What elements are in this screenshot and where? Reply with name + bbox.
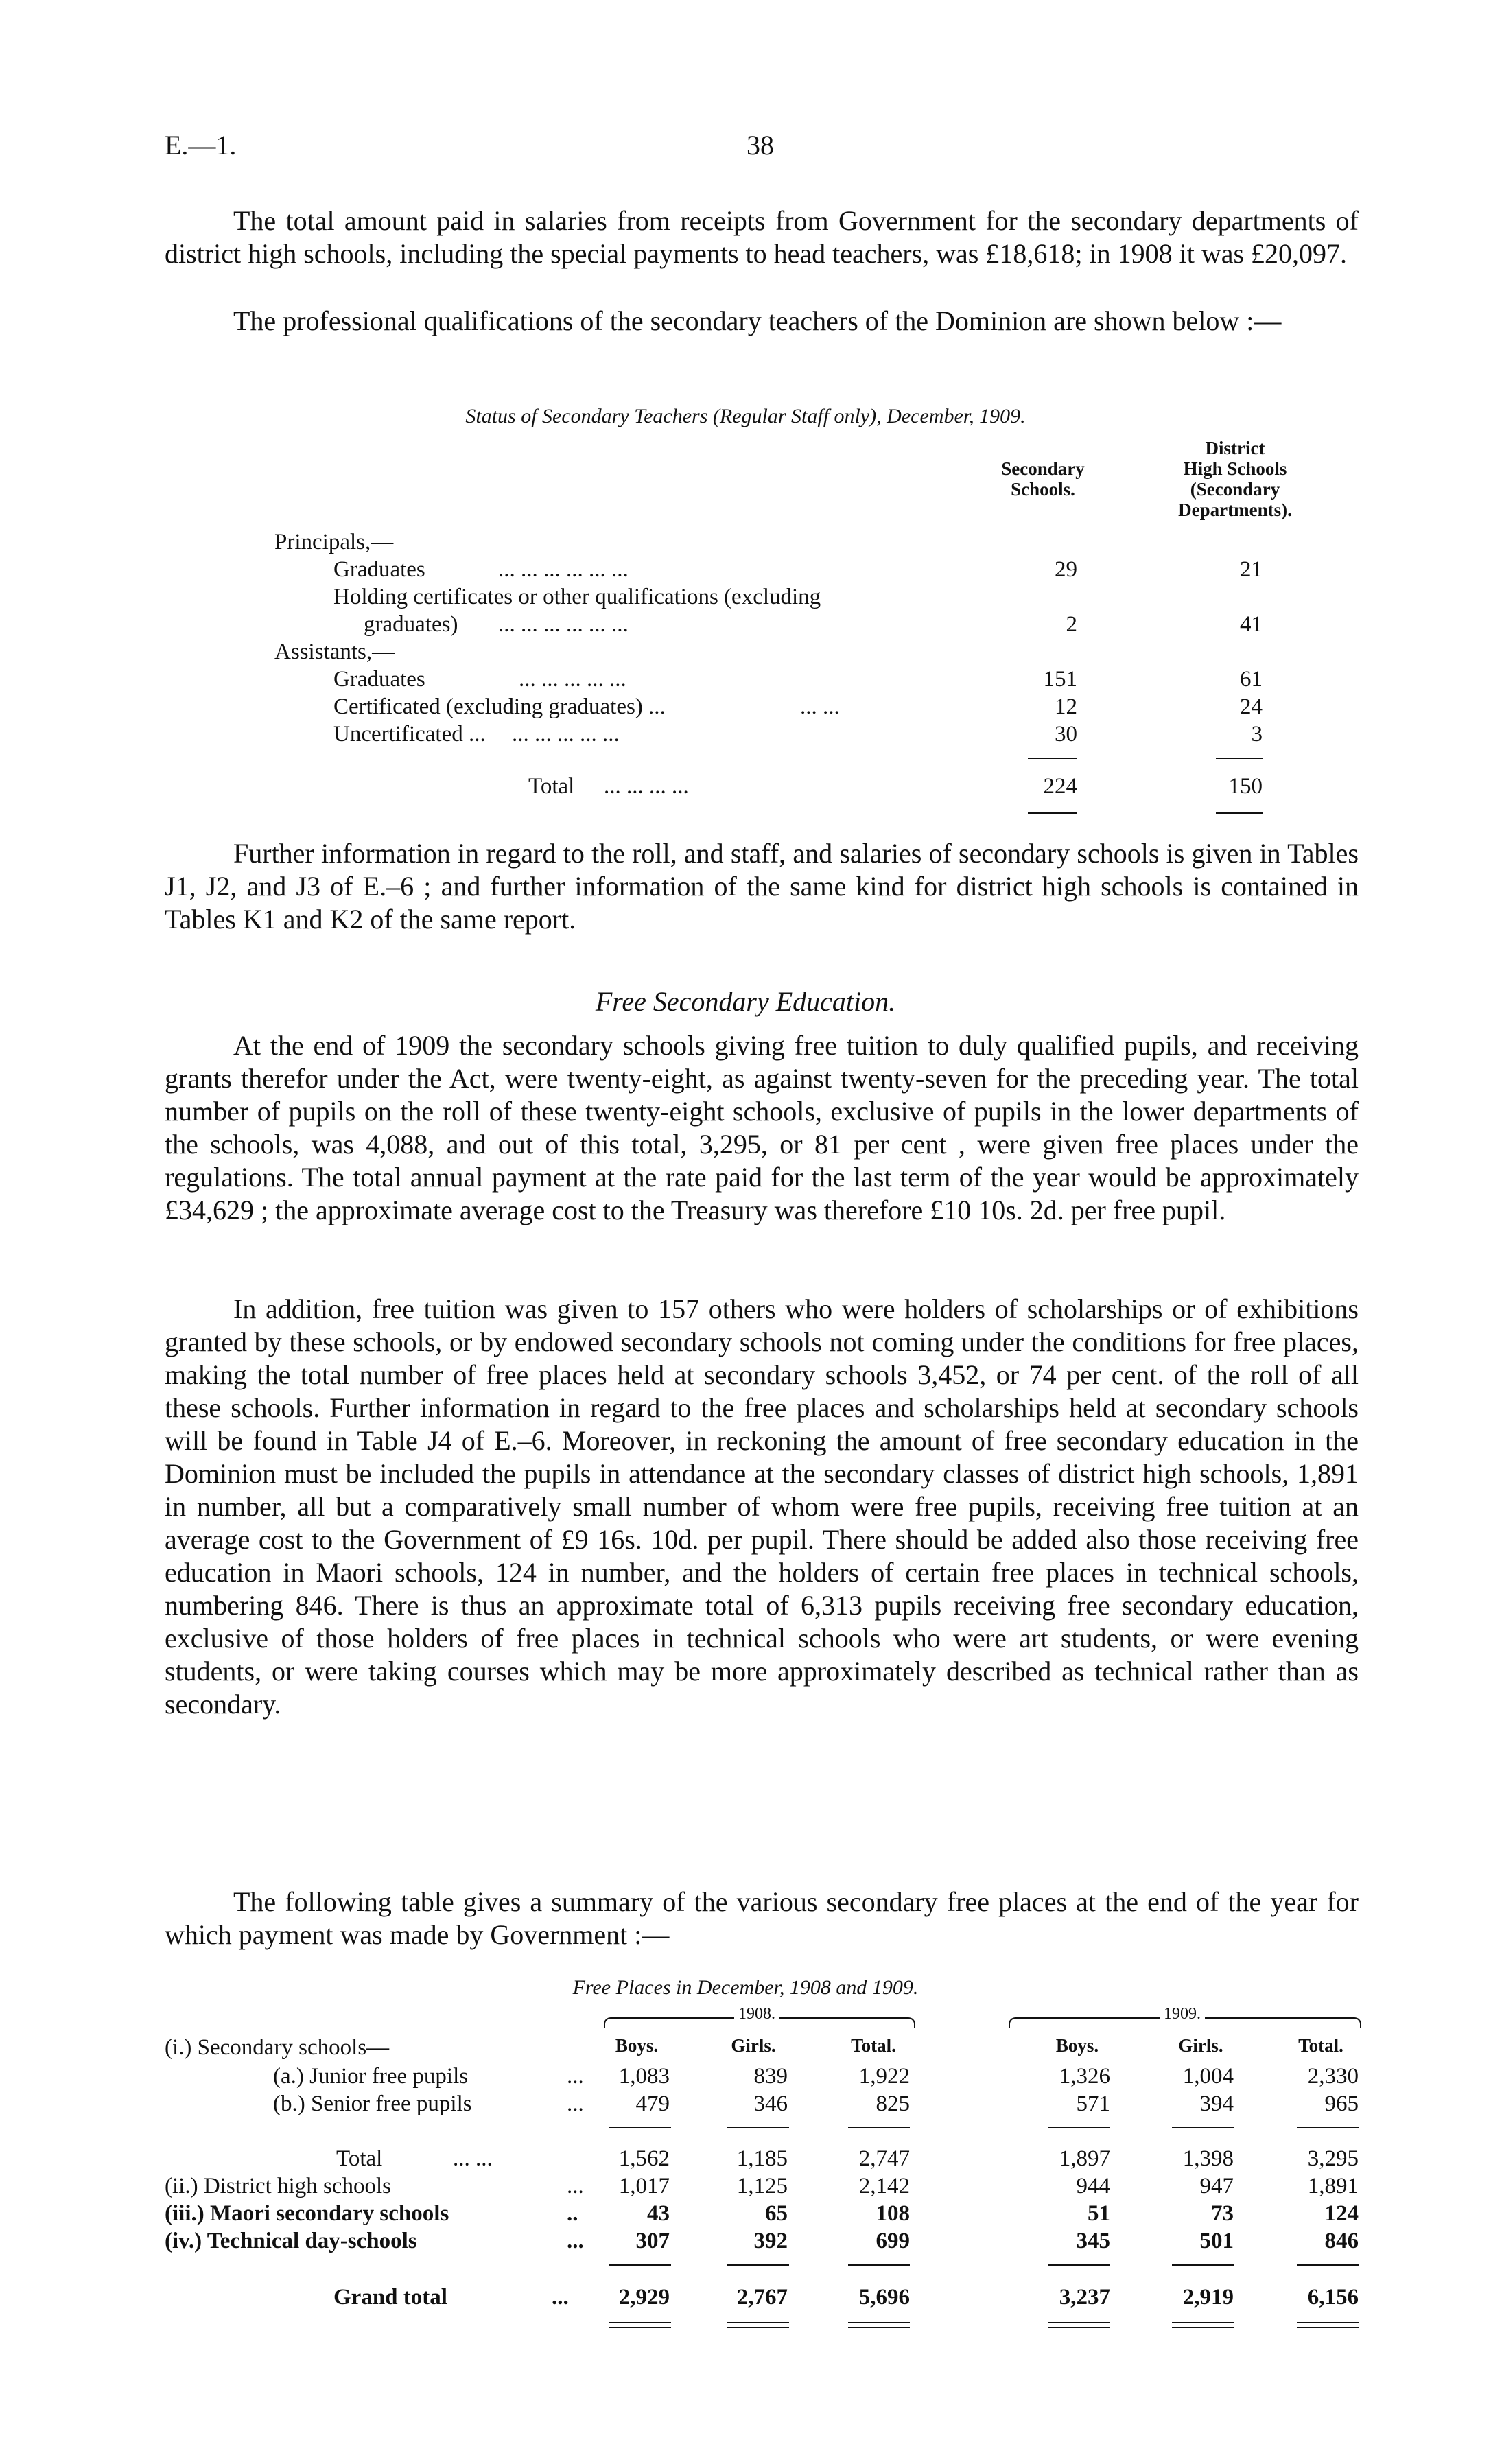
- table1-row: Holding certificates or other qualifications (excluding: [333, 585, 821, 609]
- table2-row-label: (iii.) Maori secondary schools ..: [165, 2201, 578, 2226]
- table2-cell: 1,326: [1059, 2064, 1110, 2089]
- table2-cell: 2,747: [858, 2146, 910, 2171]
- paragraph-free-tuition: At the end of 1909 the secondary schools giving free tuition to duly qualified pupils, and receiving grants therefor under the Act, were twenty-eight, as against twenty-seven for the preceding year. The total number of pupils on the roll of these twenty-eight schools, exclusive of pupils in the lower departments of the schools, was 4,088, and out of this total, 3,295, or 81 per cent , were given free places under the regulations. The total annual payment at the rate paid for the last term of the year would be approximately £34,629 ; the approximate average cost to the Treasury was therefore £10 10s. 2d. per free pupil.: [165, 1030, 1359, 1225]
- table1-col-district-header: District High Schools (Secondary Departments).: [1178, 438, 1292, 520]
- table2-row-label: Grand total ...: [333, 2285, 569, 2310]
- table2-rule: [609, 2264, 671, 2266]
- table1-row: graduates) ... ... ... ... ... ...: [364, 612, 629, 637]
- table1-cell: 2: [1066, 612, 1077, 637]
- table2-rule: [1172, 2264, 1234, 2266]
- table2-col-header: Girls.: [1178, 2035, 1223, 2056]
- table2-rule: [1048, 2264, 1110, 2266]
- table2-cell: 1,017: [618, 2174, 670, 2198]
- table1-col-secondary-header: Secondary Schools.: [1001, 458, 1085, 500]
- table2-cell: 124: [1324, 2201, 1359, 2226]
- table2-rule: [1048, 2322, 1110, 2328]
- table2-cell: 944: [1076, 2174, 1110, 2198]
- paragraph-salaries: The total amount paid in salaries from receipts from Government for the secondary departments of district high schools, including the special payments to head teachers, was £18,618; in 1908 it was £20,097.: [165, 205, 1359, 269]
- table2-cell: 479: [635, 2091, 670, 2116]
- table2-cell: 3,295: [1307, 2146, 1359, 2171]
- table1-total-cell: 150: [1228, 774, 1263, 799]
- table2-rule: [848, 2264, 910, 2266]
- table2-cell: 345: [1076, 2229, 1110, 2253]
- paragraph-summary-intro: The following table gives a summary of the various secondary free places at the end of the year for which payment was made by Government :—: [165, 1886, 1359, 1950]
- table2-rule: [848, 2322, 910, 2328]
- table1-cell: 3: [1251, 722, 1263, 747]
- table2-caption: Free Places in December, 1908 and 1909.: [572, 1976, 919, 1999]
- table2-cell: 1,083: [618, 2064, 670, 2089]
- table2-row-label: (ii.) District high schools ...: [165, 2174, 584, 2198]
- table1-cell: 30: [1055, 722, 1077, 747]
- table1-cell: 12: [1055, 694, 1077, 719]
- paragraph-qualifications: The professional qualifications of the secondary teachers of the Dominion are shown below :—: [233, 305, 1282, 336]
- table1-rule: [1216, 758, 1263, 759]
- table2-cell: 1,398: [1182, 2146, 1234, 2171]
- table2-cell: 1,897: [1059, 2146, 1110, 2171]
- table2-col-header: Total.: [851, 2035, 896, 2056]
- table1-group-assistants: Assistants,—: [274, 640, 395, 664]
- table2-cell: 392: [753, 2229, 788, 2253]
- table2-cell: 846: [1324, 2229, 1359, 2253]
- table2-cell: 6,156: [1307, 2285, 1359, 2310]
- table1-cell: 29: [1055, 557, 1077, 582]
- table2-cell: 2,142: [858, 2174, 910, 2198]
- table2-cell: 43: [647, 2201, 670, 2226]
- table2-rule: [848, 2127, 910, 2128]
- table2-cell: 825: [876, 2091, 910, 2116]
- table2-cell: 2,330: [1307, 2064, 1359, 2089]
- table2-cell: 965: [1324, 2091, 1359, 2116]
- table2-cell: 571: [1076, 2091, 1110, 2116]
- table1-row: Graduates ... ... ... ... ...: [333, 667, 626, 692]
- table1-group-principals: Principals,—: [274, 530, 394, 554]
- table2-rule: [1297, 2322, 1359, 2328]
- page-number: 38: [747, 130, 774, 161]
- table2-col-header: Boys.: [615, 2035, 659, 2056]
- table2-row-label: Total ... ...: [336, 2146, 493, 2171]
- table2-cell: 346: [753, 2091, 788, 2116]
- table2-cell: 699: [876, 2229, 910, 2253]
- table2-rule: [727, 2322, 789, 2328]
- table1-total-row: Total ... ... ... ...: [528, 774, 689, 799]
- table2-rule: [1172, 2322, 1234, 2328]
- table2-cell: 1,891: [1307, 2174, 1359, 2198]
- paragraph-further-info: Further information in regard to the roll, and staff, and salaries of secondary schools is given in Tables J1, J2, and J3 of E.–6 ; and further information of the same kind for district high schools is contained in Tables K1 and K2 of the same report.: [165, 838, 1359, 935]
- table2-cell: 51: [1088, 2201, 1110, 2226]
- table1-rule: [1028, 758, 1077, 759]
- table2-cell: 108: [876, 2201, 910, 2226]
- table2-rule: [1297, 2127, 1359, 2128]
- table2-row-label: (i.) Secondary schools—: [165, 2035, 390, 2060]
- table2-cell: 307: [635, 2229, 670, 2253]
- table1-cell: 61: [1240, 667, 1263, 692]
- page-header-ref: E.—1.: [165, 130, 237, 161]
- table2-cell: 5,696: [858, 2285, 910, 2310]
- table2-cell: 839: [753, 2064, 788, 2089]
- table2-rule: [727, 2127, 789, 2128]
- table2-rule: [727, 2264, 789, 2266]
- table2-cell: 1,004: [1182, 2064, 1234, 2089]
- table2-cell: 1,922: [858, 2064, 910, 2089]
- table2-rule: [609, 2127, 671, 2128]
- table1-cell: 41: [1240, 612, 1263, 637]
- table1-row: Certificated (excluding graduates) ... ... ...: [333, 694, 840, 719]
- table2-cell: 394: [1199, 2091, 1234, 2116]
- table2-cell: 2,919: [1182, 2285, 1234, 2310]
- table1-rule: [1028, 812, 1077, 814]
- table2-year-1908: 1908.: [734, 2005, 779, 2023]
- section-title: Free Secondary Education.: [595, 986, 896, 1017]
- table2-row-label: (a.) Junior free pupils ...: [273, 2064, 584, 2089]
- table2-cell: 2,929: [618, 2285, 670, 2310]
- table2-rule: [1048, 2127, 1110, 2128]
- table2-cell: 73: [1211, 2201, 1234, 2226]
- table1-cell: 24: [1240, 694, 1263, 719]
- table1-cell: 151: [1043, 667, 1077, 692]
- table2-rule: [609, 2322, 671, 2328]
- table2-row-label: (iv.) Technical day-schools ...: [165, 2229, 584, 2253]
- table1-rule: [1216, 812, 1263, 814]
- paragraph-in-addition: In addition, free tuition was given to 157 others who were holders of scholarships or of exhibitions granted by these schools, or by endowed secondary schools not coming under the conditions for free places, making the total number of free places held at secondary schools 3,452, or 74 per cent. of the roll of all these schools. Further information in regard to the free places and scholarships held at secondary schools will be found in Table J4 of E.–6. Moreover, in reckoning the amount of free secondary education in the Dominion must be included the pupils in attendance at the secondary classes of district high schools, 1,891 in number, all but a comparatively small number of whom were free pupils, receiving free tuition at an average cost to the Government of £9 16s. 10d. per pupil. There should be added also those receiving free education in Maori schools, 124 in number, and the holders of certain free places in technical schools, numbering 846. There is thus an approximate total of 6,313 pupils receiving free secondary education, exclusive of those holders of free places in technical schools who were art students, or were evening students, or were taking courses which may be more approximately described as technical rather than as secondary.: [165, 1293, 1359, 1720]
- table2-cell: 1,185: [736, 2146, 788, 2171]
- table2-cell: 3,237: [1059, 2285, 1110, 2310]
- table2-cell: 1,562: [618, 2146, 670, 2171]
- table2-rule: [1297, 2264, 1359, 2266]
- table1-cell: 21: [1240, 557, 1263, 582]
- table1-caption: Status of Secondary Teachers (Regular Staff only), December, 1909.: [465, 405, 1026, 427]
- table2-cell: 1,125: [736, 2174, 788, 2198]
- table2-col-header: Total.: [1298, 2035, 1343, 2056]
- table2-cell: 65: [765, 2201, 788, 2226]
- table1-row: Uncertificated ... ... ... ... ... ...: [333, 722, 620, 747]
- table2-row-label: (b.) Senior free pupils ...: [273, 2091, 584, 2116]
- table1-row: Graduates ... ... ... ... ... ...: [333, 557, 629, 582]
- table2-col-header: Girls.: [731, 2035, 776, 2056]
- table2-rule: [1172, 2127, 1234, 2128]
- table2-cell: 947: [1199, 2174, 1234, 2198]
- table2-cell: 2,767: [736, 2285, 788, 2310]
- table1-total-cell: 224: [1043, 774, 1077, 799]
- table2-cell: 501: [1199, 2229, 1234, 2253]
- table2-col-header: Boys.: [1055, 2035, 1099, 2056]
- table2-year-1909: 1909.: [1160, 2005, 1205, 2023]
